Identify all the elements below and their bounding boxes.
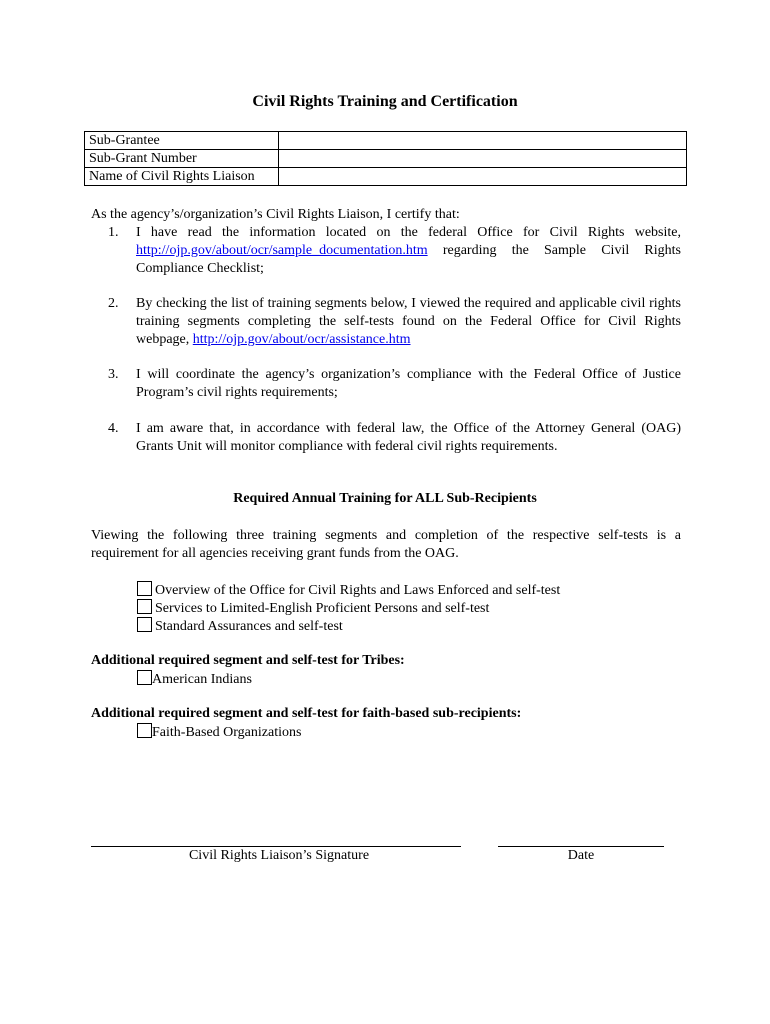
sub-grant-number-field[interactable] [279,150,687,168]
faith-based-item [137,723,301,742]
assistance-link[interactable]: http://ojp.gov/about/ocr/assistance.htm [192,332,411,347]
annual-item-lep [137,599,489,618]
annual-training-heading: Required Annual Training for ALL Sub-Recipients [233,491,537,506]
checkbox-label: Services to Limited-English Proficient Persons and self-test [155,601,490,616]
signature-line[interactable] [91,846,461,847]
table-row [85,132,687,150]
tribes-heading: Additional required segment and self-test for Tribes: [91,653,405,668]
item-number: 1. [108,225,119,240]
grantee-info-table [84,131,687,186]
table-row [85,150,687,168]
checkbox-label: Standard Assurances and self-test [155,619,343,634]
american-indians-checkbox[interactable] [137,670,152,685]
overview-checkbox[interactable] [137,581,152,596]
checkbox-label: American Indians [152,672,252,687]
date-line[interactable] [498,846,664,847]
faith-based-checkbox[interactable] [137,723,152,738]
table-row [85,168,687,186]
annual-training-intro: Viewing the following three training segments and completion of the respective self-tests is a requirement for all agencies receiving grant funds from the OAG. [91,528,681,561]
item-text: I am aware that, in accordance with federal law, the Office of the Attorney General (OAG) Grants Unit will monitor compliance with federal civil rights requirements. [136,421,681,454]
lep-checkbox[interactable] [137,599,152,614]
annual-item-overview [137,581,560,600]
signature-label: Civil Rights Liaison’s Signature [188,848,370,863]
item-text: I will coordinate the agency’s organization’s compliance with the Federal Office of Justice Program’s civil rights requirements; [136,367,681,400]
assurances-checkbox[interactable] [137,617,152,632]
sub-grantee-label: Sub-Grantee [85,132,279,150]
item-text: I have read the information located on the federal Office for Civil Rights website, http://ojp.gov/about/ocr/sample_documentation.htm regarding the Sample Civil Rights Compliance Checklist; [136,225,681,276]
item-number: 4. [108,421,119,436]
tribes-item [137,670,252,689]
sample-documentation-link[interactable]: http://ojp.gov/about/ocr/sample_documentation.htm [136,243,428,258]
item-number: 3. [108,367,119,382]
checkbox-label: Overview of the Office for Civil Rights and Laws Enforced and self-test [155,583,561,598]
document-title: Civil Rights Training and Certification [252,93,518,110]
sub-grant-number-label: Sub-Grant Number [85,150,279,168]
liaison-name-field[interactable] [279,168,687,186]
sub-grantee-field[interactable] [279,132,687,150]
item-text: By checking the list of training segments below, I viewed the required and applicable civil rights training segments completing the self-tests found on the Federal Office for Civil Rights webpage, http://ojp.gov/about/ocr/assistance.htm [136,296,681,347]
item-number: 2. [108,296,119,311]
faith-based-heading: Additional required segment and self-test for faith-based sub-recipients: [91,706,522,721]
checkbox-label: Faith-Based Organizations [152,725,302,740]
annual-item-assurances [137,617,343,636]
intro-text: As the agency’s/organization’s Civil Rights Liaison, I certify that: [91,207,460,222]
liaison-name-label: Name of Civil Rights Liaison [85,168,279,186]
date-label: Date [567,848,595,863]
